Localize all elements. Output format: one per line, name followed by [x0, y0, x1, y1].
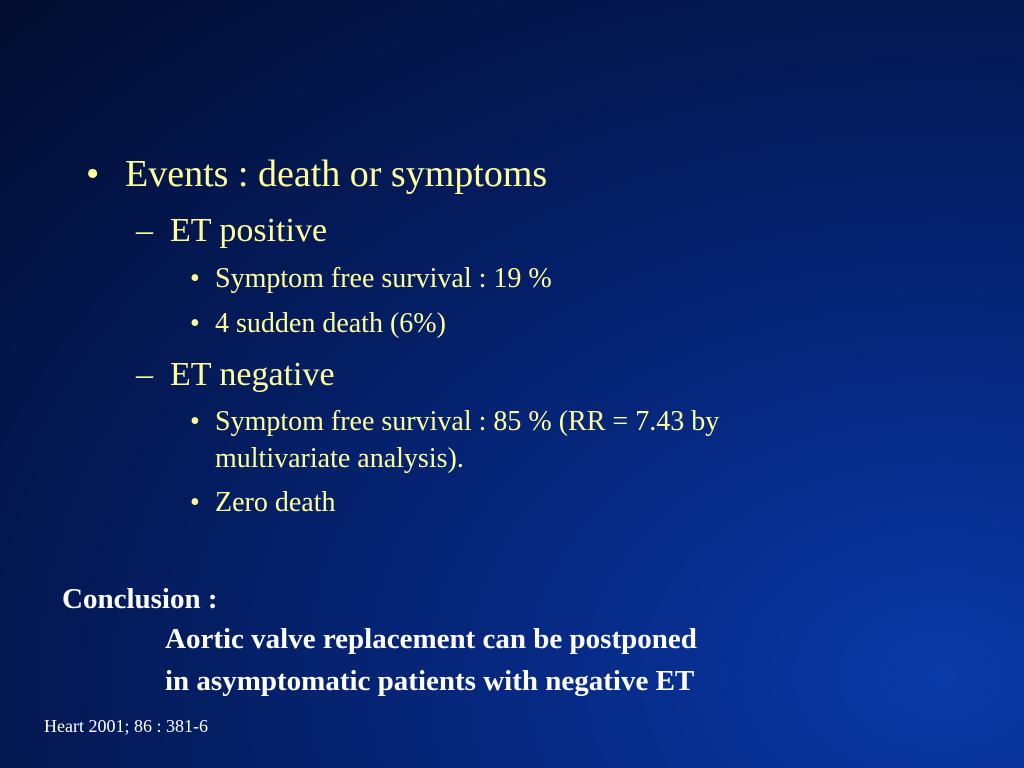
item-symptom-free-85: Symptom free survival : 85 % (RR = 7.43 by: [215, 406, 720, 437]
subbullet-et-positive: ET positive: [170, 212, 328, 249]
conclusion-heading: Conclusion :: [62, 583, 218, 615]
item-symptom-free-19: Symptom free survival : 19 %: [215, 263, 552, 294]
bullet-marker: •: [190, 308, 200, 339]
subbullet-et-negative: ET negative: [170, 356, 335, 393]
item-sudden-death: 4 sudden death (6%): [215, 308, 446, 339]
bullet-marker: •: [86, 153, 100, 195]
citation: Heart 2001; 86 : 381-6: [44, 716, 208, 736]
conclusion-line-1: Aortic valve replacement can be postponed: [165, 623, 697, 655]
dash-marker: –: [136, 212, 153, 249]
item-symptom-free-85-continued: multivariate analysis).: [215, 443, 464, 474]
bullet-marker: •: [190, 263, 200, 294]
bullet-marker: •: [190, 406, 200, 437]
bullet-events: Events : death or symptoms: [125, 153, 548, 195]
conclusion-line-2: in asymptomatic patients with negative ET: [165, 665, 695, 697]
dash-marker: –: [136, 356, 153, 393]
item-zero-death: Zero death: [215, 487, 336, 518]
bullet-marker: •: [190, 487, 200, 518]
